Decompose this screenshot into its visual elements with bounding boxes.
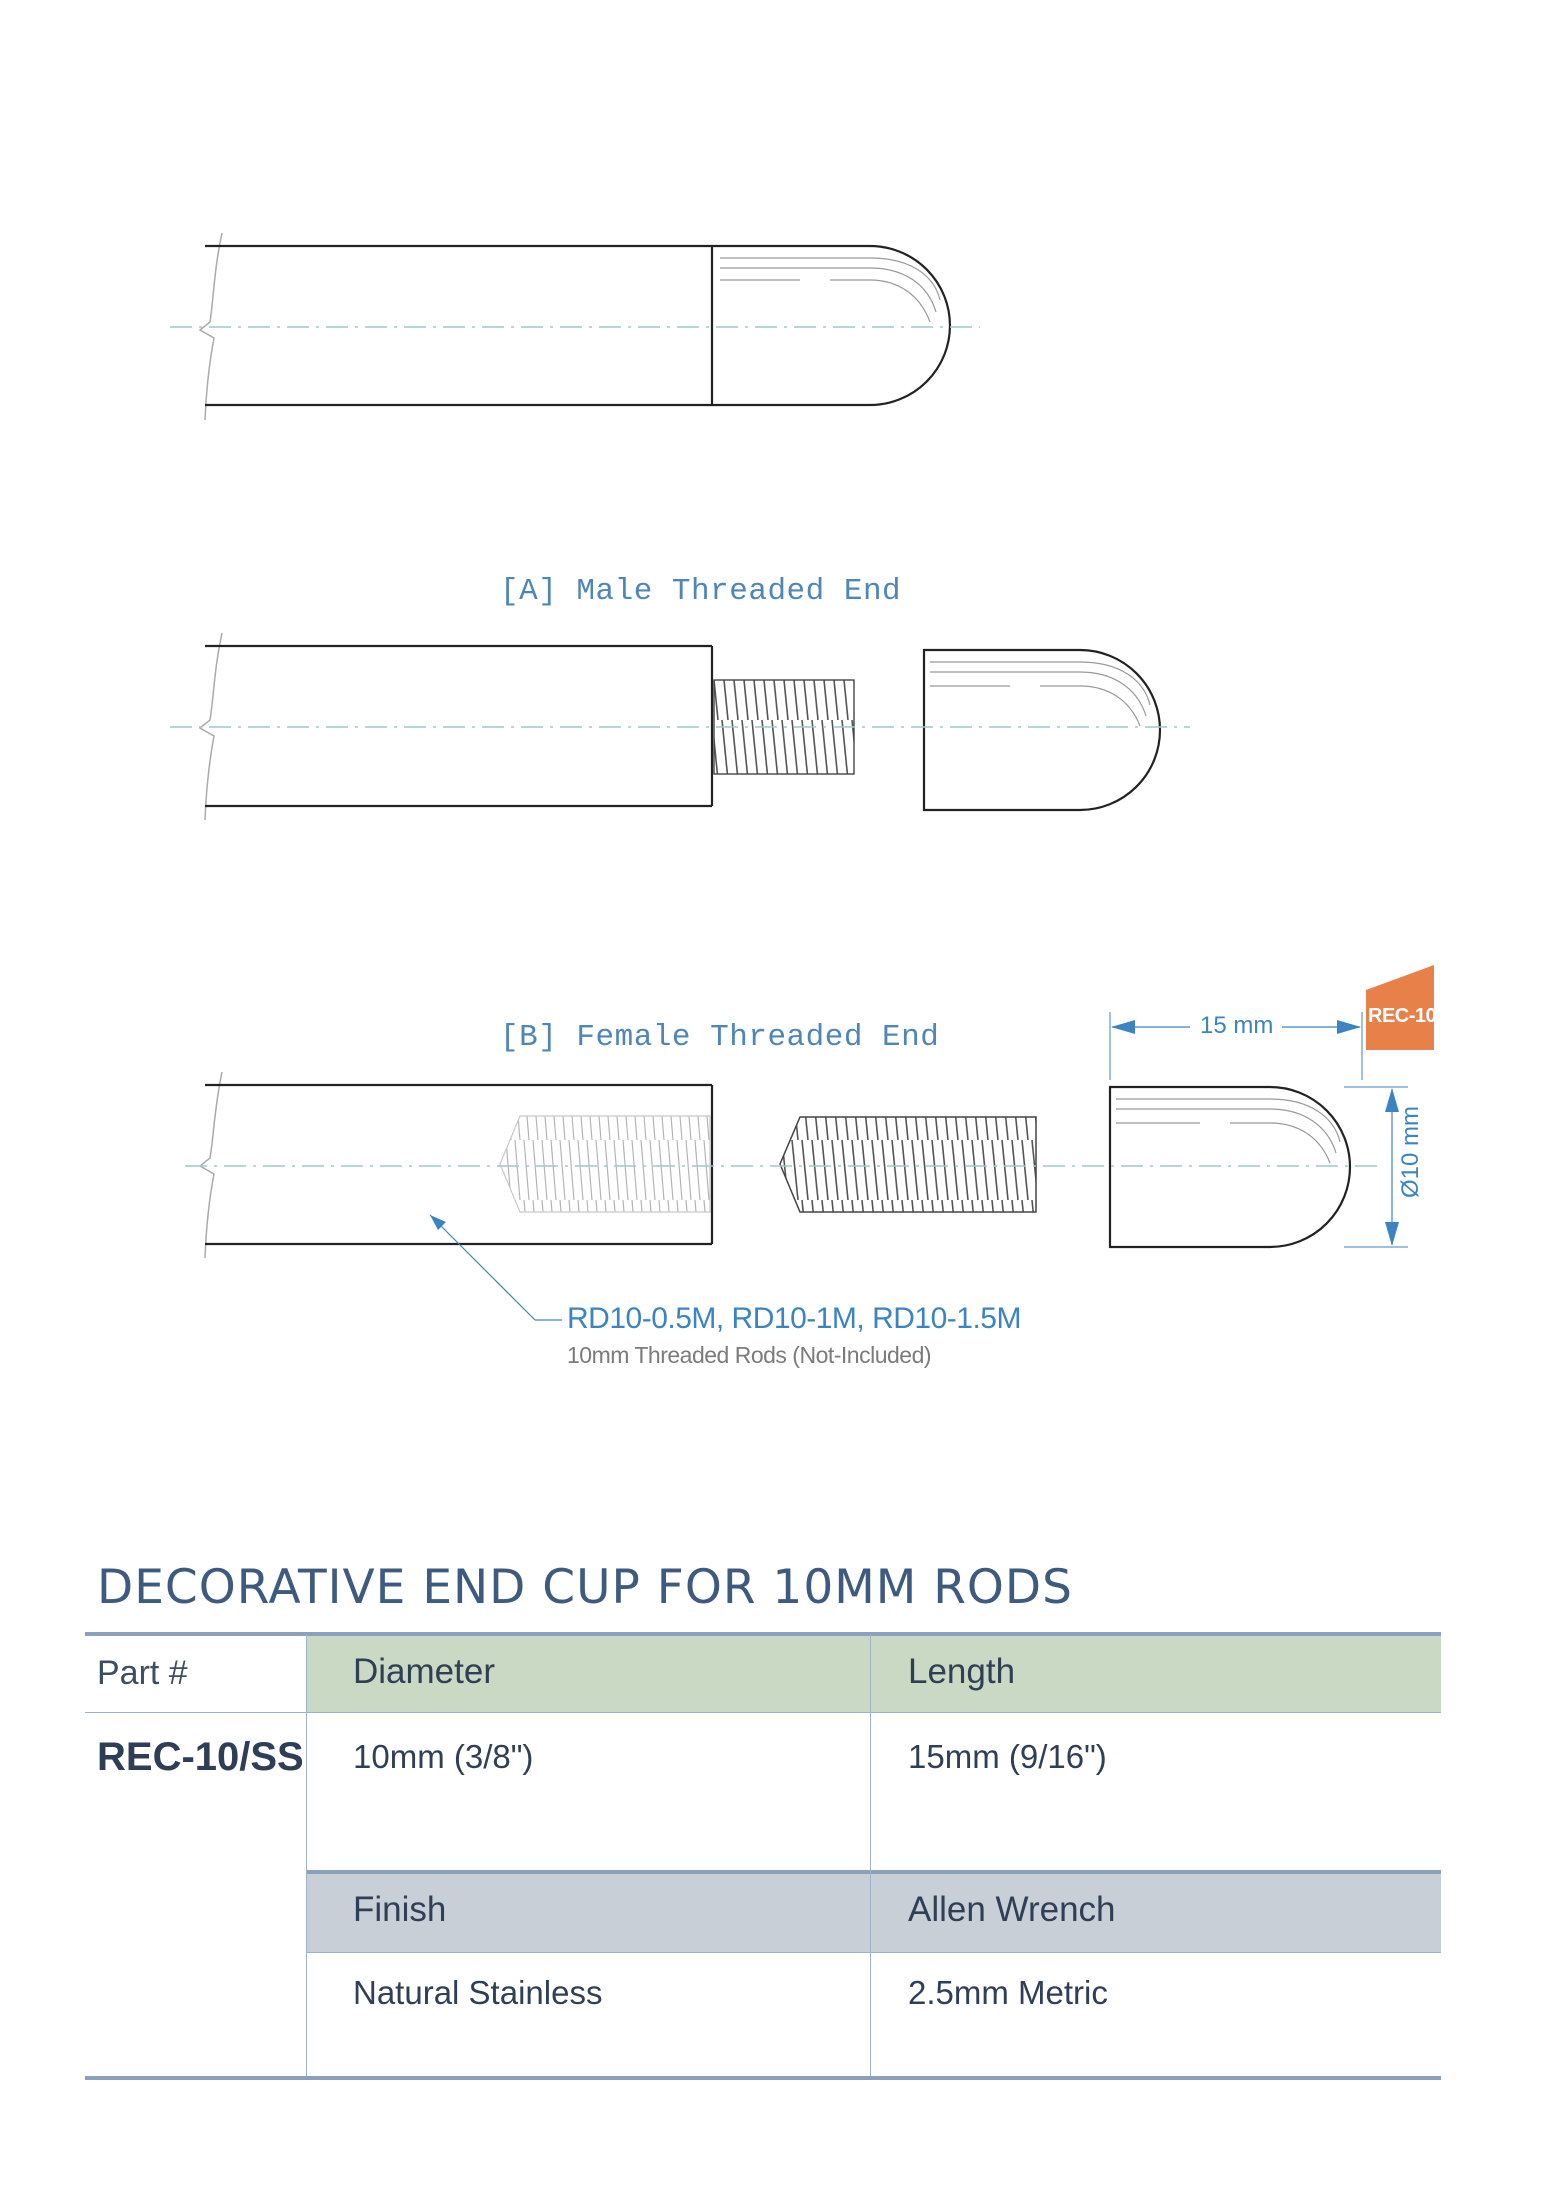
- badge-label: REC-10: [1368, 1005, 1437, 1027]
- value-allen-wrench: 2.5mm Metric: [908, 1974, 1108, 2011]
- male-threaded-view: [170, 633, 1190, 820]
- callout-title: RD10-0.5M, RD10-1M, RD10-1.5M: [567, 1302, 1021, 1335]
- header-allen-wrench: Allen Wrench: [908, 1890, 1116, 1929]
- diameter-dimension: Ø10 mm: [1397, 1105, 1424, 1198]
- end-cup-a: [924, 650, 1160, 810]
- header-row-2: [307, 1872, 1441, 1952]
- part-number: REC-10/SS: [97, 1735, 304, 1779]
- table-rule: [85, 1712, 1441, 1713]
- table-col-rule: [870, 1634, 871, 2076]
- value-length: 15mm (9/16"): [908, 1738, 1107, 1775]
- view-a-label: [A] Male Threaded End: [500, 574, 902, 609]
- length-dimension: 15 mm: [1200, 1012, 1274, 1039]
- value-diameter: 10mm (3/8"): [353, 1738, 534, 1775]
- spec-title: DECORATIVE END CUP FOR 10MM RODS: [97, 1560, 1073, 1615]
- header-finish: Finish: [353, 1890, 447, 1929]
- assembled-view: [170, 233, 980, 420]
- table-top-rule: [85, 1632, 1441, 1636]
- spec-table: [85, 1632, 1441, 2080]
- header-diameter: Diameter: [353, 1652, 495, 1691]
- table-bottom-rule: [85, 2076, 1441, 2080]
- part-label: Part #: [97, 1654, 188, 1692]
- value-finish: Natural Stainless: [353, 1974, 603, 2011]
- end-cup-b: [1110, 1087, 1350, 1247]
- header-length: Length: [908, 1652, 1016, 1691]
- table-rule: [307, 1952, 1441, 1953]
- threaded-rod: [780, 1117, 1036, 1212]
- callout-subtitle: 10mm Threaded Rods (Not-Included): [567, 1342, 932, 1368]
- female-thread-bore: [500, 1116, 710, 1212]
- table-rule: [307, 1870, 1441, 1874]
- table-col-rule: [306, 1634, 307, 2076]
- view-b-label: [B] Female Threaded End: [500, 1020, 940, 1055]
